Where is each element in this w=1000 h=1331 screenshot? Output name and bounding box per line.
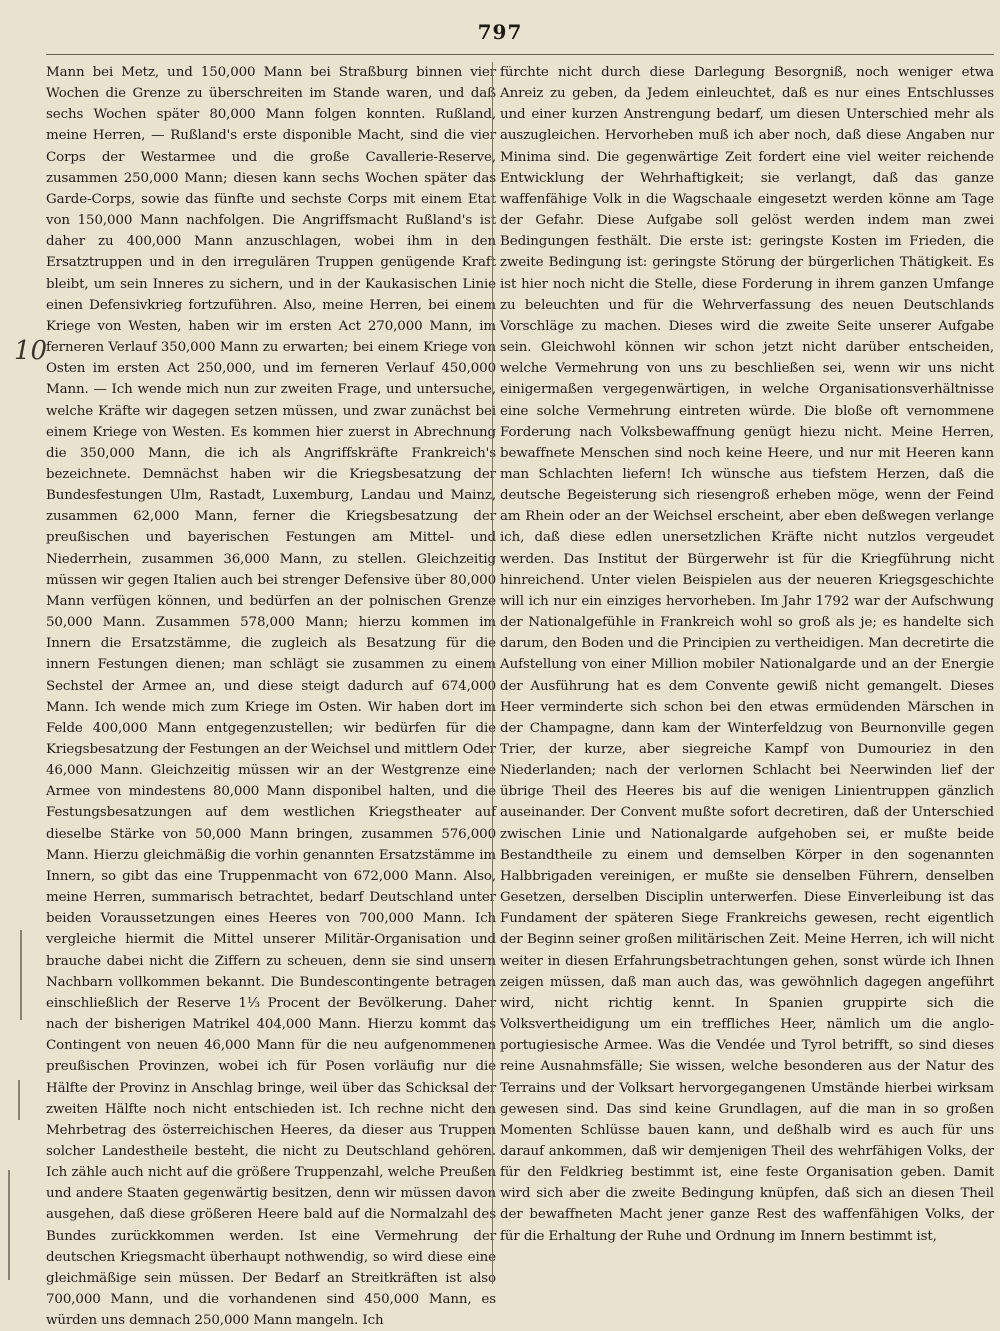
right-column-text: fürchte nicht durch diese Darlegung Besorgniß, noch weniger etwa Anreiz zu geben, da Jedem einleuchtet, daß es nur eines Entschlusses und einer kurzen Anstrengung bedarf, um diesen Unterschied mehr als auszugleichen. Hervorheben muß ich aber noch, daß diese Angaben nur Minima sind. Die gegenwärtige Zeit fordert eine viel weiter reichende Entwicklung der Wehrhaftigkeit; sie verlangt, daß das ganze waffenfähige Volk in die Wagschaale eingesetzt werden könne am Tage der Gefahr. Diese Aufgabe soll gelöst werden indem man zwei Bedingungen festhält. Die erste ist: geringste Kosten im Frieden, die zweite Bedingung ist: geringste Störung der bürgerlichen Thätigkeit. Es ist hier noch nicht die Stelle, diese Forderung in ihrem ganzen Umfange zu beleuchten und für die Wehrverfassung des neuen Deutschlands Vorschläge zu machen. Dieses wird die zweite Seite unserer Aufgabe sein. Gleichwohl können wir schon jetzt nicht darüber entscheiden, welche Vermehrung von uns zu beschließen sei, wenn wir uns nicht einigermaßen vergegenwärtigen, in welche Organisationsverhältnisse eine solche Vermehrung eintreten würde. Die bloße oft vernommene Forderung nach Volksbewaffnung genügt hiezu nicht. Meine Herren, bewaffnete Menschen sind noch keine Heere, und nur mit Heeren kann man Schlachten liefern! Ich wünsche aus tiefstem Herzen, daß die deutsche Begeisterung sich riesengroß erheben möge, wenn der Feind am Rhein oder an der Weichsel erscheint, aber eben deßwegen verlange ich, daß diese edlen unersetzlichen Kräfte nicht nutzlos vergeudet werden. Das Institut der Bürgerwehr ist für die Kriegführung nicht hinreichend. Unter vielen Beispielen aus der neueren Kriegsgeschichte will ich nur ein einziges hervorheben. Im Jahr 1792 war der Aufschwung der Nationalgefühle in Frankreich wohl so groß als je; es handelte sich darum, den Boden und die Principien zu vertheidigen. Man decretirte die Aufstellung von einer Million mobiler Nationalgarde und an der Energie der Ausführung hat es dem Convente gewiß nicht gemangelt. Dieses Heer verminderte sich schon bei den etwas ermüdenden Märschen in der Champagne, dann kam der Winterfeldzug von Beurnonville gegen Trier, der kurze, aber siegreiche Kampf von Dumouriez in den Niederlanden; nach der verlornen Schlacht bei Neerwinden lief der übrige Theil des Heeres bis auf die wenigen Linientruppen gänzlich auseinander. Der Convent mußte sofort decretiren, daß der Unterschied zwischen Linie und Nationalgarde aufgehoben sei, er mußte beide Bestandtheile zu einem und demselben Körper in den sogenannten Halbbrigaden vereinigen, er mußte sie denselben Führern, denselben Gesetzen, derselben Disciplin unterwerfen. Diese Einverleibung ist das Fundament der späteren Siege Frankreichs gewesen, recht eigentlich der Beginn seiner großen militärischen Zeit. Meine Herren, ich will nicht weiter in diesen Erfahrungsbetrachtungen gehen, sonst würde ich Ihnen zeigen müssen, daß man auch das, was gewöhnlich dagegen angeführt wird, nicht richtig kennt. In Spanien gruppirte sich die Volksvertheidigung um ein treffliches Heer, nämlich um die anglo-portugiesische Armee. Was die Vendée und Tyrol betrifft, so sind dieses reine Ausnahmsfälle; Sie wissen, welche besonderen aus der Natur des Terrains und der Volksart hervorgegangenen Umstände hierbei wirksam gewesen sind. Das sind keine Grundlagen, auf die man in so großen Momenten Schlüsse bauen kann, und deßhalb wird es auch für uns darauf ankommen, daß wir demjenigen Theil des wehrfähigen Volks, der für den Feldkrieg bestimmt ist, eine feste Organisation geben. Damit wird sich aber die zweite Bedingung knüpfen, daß sich an diesen Theil der bewaffneten Macht jener ganze Rest des waffenfähigen Volks, der für die Erhaltung der Ruhe und Ordnung im Innern bestimmt ist, [500,65,994,1244]
left-column [46,62,496,1331]
pencil-mark [8,1170,10,1280]
column-divider [492,62,493,1284]
left-column-text: Mann bei Metz, und 150,000 Mann bei Straßburg binnen vier Wochen die Grenze zu überschreiten im Stande waren, und daß sechs Wochen später 80,000 Mann folgen konnten. Rußland, meine Herren, — Rußland's erste disponible Macht, sind die vier Corps der Westarmee und die große Cavallerie-Reserve, zusammen 250,000 Mann; diesen kann sechs Wochen später das Garde-Corps, sowie das fünfte und sechste Corps mit einem Etat von 150,000 Mann nachfolgen. Die Angriffsmacht Rußland's ist daher zu 400,000 Mann anzuschlagen, wobei ihm in den Ersatztruppen und in den irregulären Truppen genügende Kraft bleibt, um sein Inneres zu sichern, und in der Kaukasischen Linie einen Defensivkrieg fortzuführen. Also, meine Herren, bei einem Kriege von Westen, haben wir im ersten Act 270,000 Mann, im ferneren Verlauf 350,000 Mann zu erwarten; bei einem Kriege von Osten im ersten Act 250,000, und im ferneren Verlauf 450,000 Mann. — Ich wende mich nun zur zweiten Frage, und untersuche, welche Kräfte wir dagegen setzen müssen, und zwar zunächst bei einem Kriege von Westen. Es kommen hier zuerst in Abrechnung die 350,000 Mann, die ich als Angriffskräfte Frankreich's bezeichnete. Demnächst haben wir die Kriegsbesatzung der Bundesfestungen Ulm, Rastadt, Luxemburg, Landau und Mainz, zusammen 62,000 Mann, ferner die Kriegsbesatzung der preußischen und bayerischen Festungen am Mittel- und Niederrhein, zusammen 36,000 Mann, zu stellen. Gleichzeitig müssen wir gegen Italien auch bei strenger Defensive über 80,000 Mann verfügen können, und bedürfen an der polnischen Grenze 50,000 Mann. Zusammen 578,000 Mann; hierzu kommen im Innern die Ersatzstämme, die zugleich als Besatzung für die innern Festungen dienen; man schlägt sie zusammen zu einem Sechstel der Armee an, und diese steigt dadurch auf 674,000 Mann. Ich wende mich zum Kriege im Osten. Wir haben dort im Felde 400,000 Mann entgegenzustellen; wir bedürfen für die Kriegsbesatzung der Festungen an der Weichsel und mittlern Oder 46,000 Mann. Gleichzeitig müssen wir an der Westgrenze eine Armee von mindestens 80,000 Mann disponibel halten, und die Festungsbesatzungen auf dem westlichen Kriegstheater auf dieselbe Stärke von 50,000 Mann bringen, zusammen 576,000 Mann. Hierzu gleichmäßig die vorhin genannten Ersatzstämme im Innern, so gibt das eine Truppenmacht von 672,000 Mann. Also, meine Herren, summarisch betrachtet, bedarf Deutschland unter beiden Voraussetzungen eines Heeres von 700,000 Mann. Ich vergleiche hiermit die Mittel unserer Militär-Organisation und brauche dabei nicht die Ziffern zu scheuen, denn sie sind unsern Nachbarn vollkommen bekannt. Die Bundescontingente betragen einschließlich der Reserve 1⅓ Procent der Bevölkerung. Daher nach der bisherigen Matrikel 404,000 Mann. Hierzu kommt das Contingent von neuen 46,000 Mann für die neu aufgenommenen preußischen Provinzen, wobei ich für Posen vorläufig nur die Hälfte der Provinz in Anschlag bringe, weil über das Schicksal der zweiten Hälfte noch nicht entschieden ist. Ich rechne nicht den Mehrbetrag des österreichischen Heeres, da dieser aus Truppen solcher Landestheile besteht, die nicht zu Deutschland gehören. Ich zähle auch nicht auf die größere Truppenzahl, welche Preußen und andere Staaten gegenwärtig besitzen, denn wir müssen davon ausgehen, daß diese größeren Heere bald auf die Normalzahl des Bundes zurückkommen werden. Ist eine Vermehrung der deutschen Kriegsmacht überhaupt nothwendig, so wird diese eine gleichmäßige sein müssen. Der Bedarf an Streitkräften ist also 700,000 Mann, und die vorhandenen sind 450,000 Mann, es würden uns demnach 250,000 Mann mangeln. Ich [46,65,496,1329]
margin-note: 10 [14,336,48,366]
page-number: 797 [477,20,523,44]
pencil-mark [20,930,22,1020]
pencil-mark [18,1080,20,1120]
header-rule [46,54,994,55]
right-column [500,62,994,1247]
